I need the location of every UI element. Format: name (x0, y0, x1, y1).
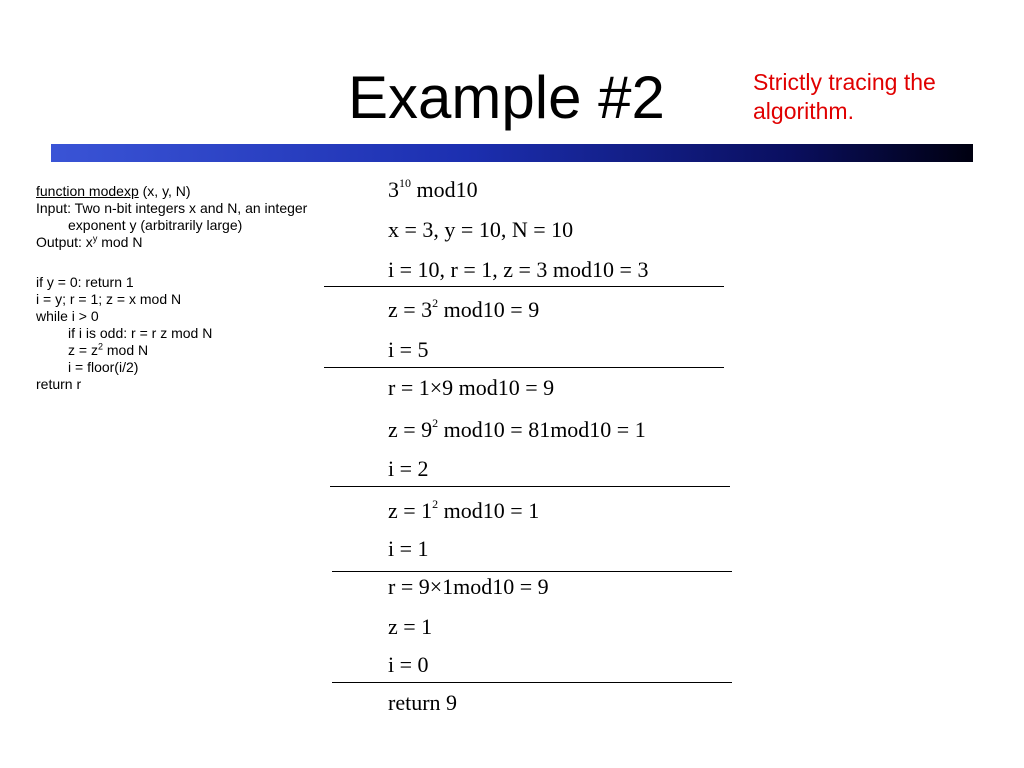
expr-rest: mod10 (411, 177, 478, 202)
trace-params: x = 3, y = 10, N = 10 (388, 217, 574, 242)
expr-exp: 10 (399, 176, 411, 190)
code-line-if: if y = 0: return 1 (36, 274, 134, 290)
step1-z-exp: 2 (432, 296, 439, 310)
trace-rule-2 (324, 367, 724, 368)
step2-z-exp: 2 (432, 416, 439, 430)
function-args: (x, y, N) (138, 183, 191, 199)
output-suffix: mod N (97, 234, 143, 250)
step2-r: r = 1×9 mod10 = 9 (388, 375, 555, 400)
output-line (36, 234, 376, 251)
step3-z (388, 497, 539, 525)
step4-i: i = 0 (388, 652, 429, 677)
slide-title: Example #2 (348, 64, 665, 131)
code-line-odd: if i is odd: r = r z mod N (68, 325, 213, 341)
step2-i: i = 2 (388, 456, 429, 481)
step1-z-pre: z = 3 (388, 297, 433, 322)
trace-init: i = 10, r = 1, z = 3 mod10 = 3 (388, 257, 649, 282)
step4-r: r = 9×1mod10 = 9 (388, 574, 549, 599)
pseudocode-block (36, 183, 376, 393)
step3-z-pre: z = 1 (388, 498, 433, 523)
step3-z-exp: 2 (432, 497, 439, 511)
trace-rule-4 (332, 571, 732, 572)
step2-z (388, 416, 646, 444)
step1-z-post: mod10 = 9 (438, 297, 540, 322)
function-signature (36, 183, 376, 200)
line-z-prefix: z = z (68, 342, 98, 358)
title-divider-bar (51, 144, 973, 162)
code-line-floor: i = floor(i/2) (68, 359, 139, 375)
step2-z-pre: z = 9 (388, 417, 433, 442)
trace-rule-5 (332, 682, 732, 683)
trace-rule-1 (324, 286, 724, 287)
output-sup: y (92, 233, 98, 244)
step2-z-post: mod10 = 81mod10 = 1 (438, 417, 646, 442)
trace-rule-3 (330, 486, 730, 487)
code-line-init: i = y; r = 1; z = x mod N (36, 291, 182, 307)
step1-z (388, 296, 539, 324)
slide-note: Strictly tracing the algorithm. (753, 69, 936, 124)
trace-expression (388, 176, 478, 204)
step3-i: i = 1 (388, 536, 429, 561)
input-line: Input: Two n-bit integers x and N, an integer (36, 200, 308, 216)
input-line-cont: exponent y (arbitrarily large) (68, 217, 243, 233)
line-z-sup: 2 (97, 341, 103, 352)
code-line-z (36, 342, 376, 359)
step1-i: i = 5 (388, 337, 429, 362)
code-line-return: return r (36, 376, 82, 392)
trace-result: return 9 (388, 690, 458, 715)
function-name: function modexp (36, 183, 139, 199)
step3-z-post: mod10 = 1 (438, 498, 540, 523)
line-z-suffix: mod N (102, 342, 149, 358)
step4-z: z = 1 (388, 614, 433, 639)
expr-base: 3 (388, 177, 399, 202)
output-prefix: Output: x (36, 234, 93, 250)
code-line-while: while i > 0 (36, 308, 99, 324)
